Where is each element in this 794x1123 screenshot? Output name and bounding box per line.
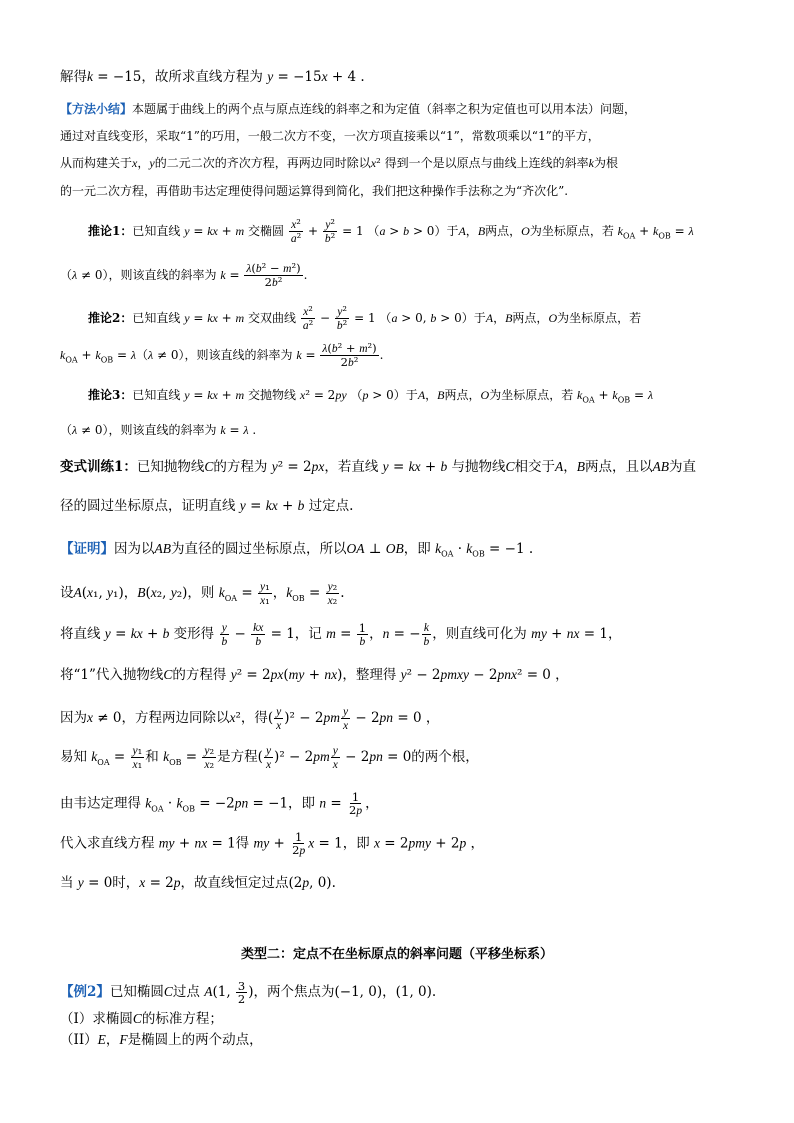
- variant-training-1-line-2: 径的圆过坐标原点，证明直线 y = kx + b 过定点.: [60, 498, 354, 514]
- section-title-type-2: 类型二：定点不在坐标原点的斜率问题（平移坐标系）: [240, 947, 553, 962]
- corollary-1-line-1: 推论1：已知直线 y = kx + m 交椭圆 $\frac{\text{x²}}{\text{a²}}$ + $\frac{\text{y²}}{\text{b²}}$ = 1 （a > b > 0）于A，B两点，O为坐标原点，若 $k_{OA} + k_{OB} = \lambda$: [88, 217, 694, 246]
- corollary-3-line-2: （λ ≠ 0），则该直线的斜率为 k = λ .: [60, 423, 257, 437]
- example-2-part-2: （II）E，F是椭圆上的两个动点，: [60, 1032, 263, 1048]
- method-summary-line-2: 通过对直线变形，采取“1”的巧用，一般二次方不变，一次方项直接乘以“1”，常数项乘以“1”的平方，: [60, 129, 600, 143]
- example-2-label: 【例2】: [60, 984, 110, 1001]
- example-2-part-1: （I）求椭圆C的标准方程；: [60, 1011, 223, 1027]
- proof-line-3: 将直线 y = kx + b 变形得 $\frac{y}{b}$ − $\frac{kx}{b}$ = 1，记 m = $\frac{1}{b}$ ，n = − $\frac{k}{b}$ ，则直线可化为 my + nx = 1，: [60, 620, 622, 649]
- corollary-3-line-1: 推论3：已知直线 y = kx + m 交抛物线 x² = 2py （p > 0）于A，B两点，O为坐标原点，若 $k_{OA} + k_{OB} = \lambda$: [88, 388, 654, 405]
- proof-line-6: 易知 $k_{OA}$ = $\frac{\text{y₁}}{\text{x₁}}$ 和 $k_{OB}$ = $\frac{\text{y₂}}{\text{x₂}}$ 是方程( $\frac{y}{x}$ )² − 2pm $\frac{y}{x}$ − 2pn = 0的两个根，: [60, 743, 479, 772]
- proof-line-5: 因为x ≠ 0，方程两边同除以x²，得( $\frac{y}{x}$ )² − 2pm $\frac{y}{x}$ − 2pn = 0 ，: [60, 706, 440, 733]
- corollary-1-line-2: （λ ≠ 0），则该直线的斜率为 k = $\frac{\text{λ(b² − m²)}}{\text{2b²}}$ .: [60, 261, 308, 290]
- method-summary-label: 【方法小结】: [60, 102, 133, 116]
- proof-line-2: 设A(x₁, y₁)，B(x₂, y₂)，则 $k_{OA}$ = $\frac{\text{y₁}}{\text{x₁}}$ ，$k_{OB}$ = $\frac{\text{y₂}}{\text{x₂}}$ .: [60, 579, 345, 608]
- line-solution-result: 解得k = −15，故所求直线方程为 y = −15x + 4 .: [60, 69, 365, 85]
- corollary-2-line-1: 推论2：已知直线 y = kx + m 交双曲线 $\frac{\text{x²}}{\text{a²}}$ − $\frac{\text{y²}}{\text{b²}}$ = 1 （a > 0, b > 0）于A，B两点，O为坐标原点，若: [88, 304, 642, 333]
- example-2-line-1: 【例2】已知椭圆C过点 A(1, $\frac{3}{2}$ )，两个焦点为(−1, 0)，(1, 0).: [60, 979, 437, 1007]
- method-summary-line-3: 从而构建关于x，y的二元二次的齐次方程，再两边同时除以x² 得到一个是以原点与曲线上连线的斜率k为根: [60, 156, 619, 170]
- proof-line-8: 代入求直线方程 my + nx = 1得 my + $\frac{1}{2p}$ x = 1，即 x = 2pmy + 2p ，: [60, 830, 485, 858]
- proof-line-7: 由韦达定理得 $k_{OA} \cdot k_{OB} = -2pn = -1$，即 n = $\frac{1}{2p}$ ，: [60, 790, 379, 818]
- proof-label: 【证明】: [60, 541, 114, 557]
- method-summary-line-1: 【方法小结】本题属于曲线上的两个点与原点连线的斜率之和为定值（斜率之积为定值也可以用本法）问题，: [60, 102, 637, 116]
- corollary-2-line-2: $k_{OA} + k_{OB} = \lambda(\lambda \ne 0)$，则该直线的斜率为 k = $\frac{\text{λ(b² + m²)}}{\text{2b²}}$ .: [60, 341, 384, 370]
- proof-line-4: 将“1”代入抛物线C的方程得 y² = 2px(my + nx)，整理得 y² − 2pmxy − 2pnx² = 0 ，: [60, 667, 569, 683]
- proof-line-9: 当 y = 0时，x = 2p，故直线恒定过点(2p, 0).: [60, 875, 336, 891]
- proof-line-1: 【证明】因为以AB为直径的圆过坐标原点，所以OA ⊥ OB，即 $k_{OA} \cdot k_{OB} = -1$ .: [60, 541, 534, 559]
- method-summary-line-4: 的一元二次方程，再借助韦达定理使得问题运算得到简化，我们把这种操作手法称之为“齐次化”.: [60, 184, 569, 198]
- variant-training-1-line-1: 变式训练1：已知抛物线C的方程为 y² = 2px，若直线 y = kx + b 与抛物线C相交于A，B两点，且以AB为直: [60, 459, 697, 475]
